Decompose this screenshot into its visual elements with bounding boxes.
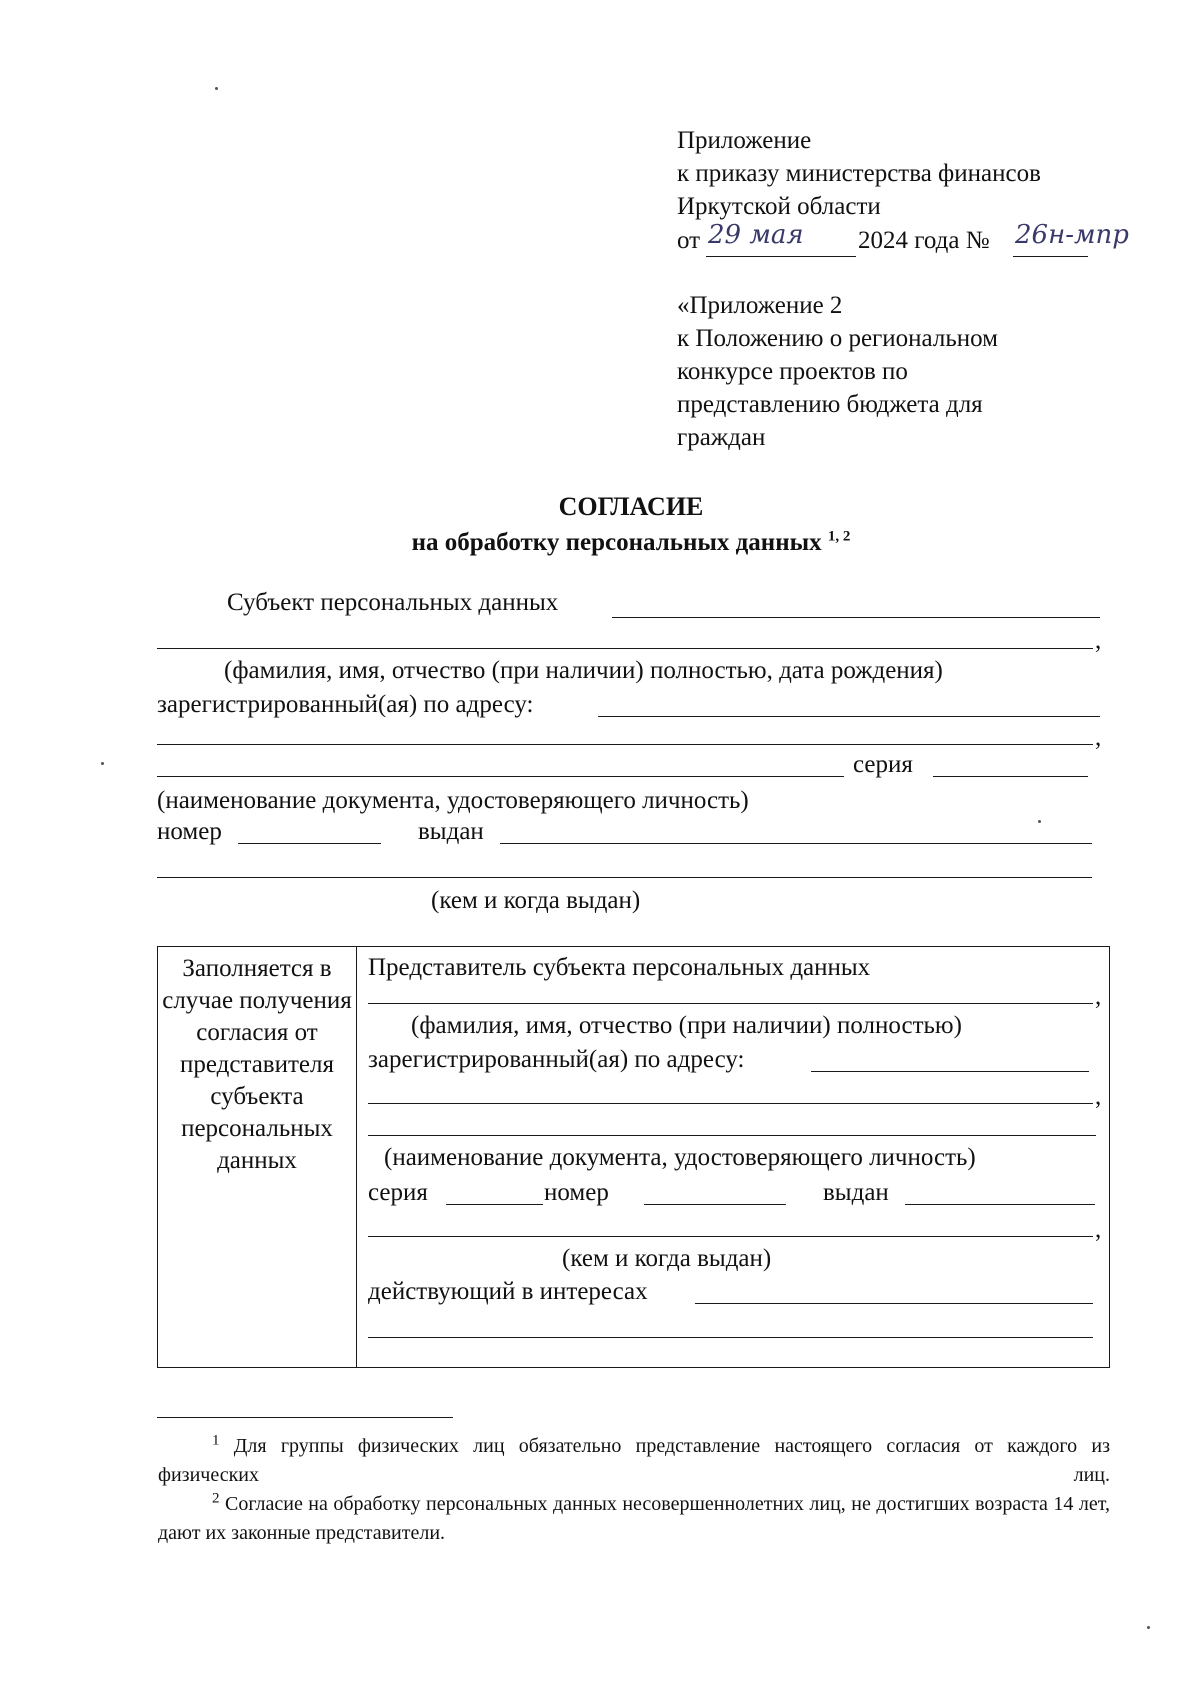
subject-address-field-2[interactable] (157, 744, 1093, 745)
rep-series-label: серия (368, 1179, 428, 1206)
subject-series-label: серия (853, 751, 913, 778)
table-side-note: Заполняется в случае получения согласия от представителя субъекта персональных данных (162, 955, 352, 1174)
rep-address-field[interactable] (811, 1071, 1089, 1072)
subject-label: Субъект персональных данных (227, 589, 559, 616)
title-main: СОГЛАСИЕ (558, 492, 704, 521)
scan-speck (101, 762, 104, 765)
footnote-2 (158, 1490, 1110, 1548)
representative-table (157, 946, 1110, 1368)
appendix2-line5: граждан (677, 424, 766, 451)
subject-series-field[interactable] (933, 776, 1088, 777)
rep-acting-field-2[interactable] (368, 1337, 1093, 1338)
table-divider (356, 947, 357, 1367)
footnote-2-text: Согласие на обработку персональных данных несовершеннолетних лиц, не достигших возраста 14 лет, дают их законные представители. (158, 1493, 1110, 1544)
subject-address-label: зарегистрированный(ая) по адресу: (157, 691, 534, 718)
subject-doc-hint: (наименование документа, удостоверяющего личность) (157, 787, 749, 814)
date-year-label: 2024 года № (858, 227, 990, 254)
rep-doc-hint: (наименование документа, удостоверяющего личность) (384, 1144, 976, 1171)
rep-issued-label: выдан (823, 1179, 889, 1206)
rep-comma-1: , (1095, 983, 1102, 1010)
appendix-order-line: к приказу министерства финансов (677, 160, 1041, 187)
appendix2-line3: конкурсе проектов по (677, 358, 908, 385)
rep-number-label: номер (544, 1179, 609, 1206)
subject-address-field[interactable] (598, 716, 1100, 717)
rep-doc-field[interactable] (368, 1135, 1096, 1136)
rep-fio-hint: (фамилия, имя, отчество (при наличии) полностью) (411, 1012, 962, 1039)
subject-issued-label: выдан (418, 818, 484, 845)
subject-comma-1: , (1095, 627, 1102, 654)
subject-doc-field[interactable] (157, 776, 844, 777)
rep-acting-field[interactable] (695, 1303, 1093, 1304)
order-number-underline (1013, 256, 1088, 257)
rep-number-field[interactable] (644, 1204, 786, 1205)
rep-issued-field-2[interactable] (368, 1236, 1093, 1237)
date-underline (706, 256, 856, 257)
subject-name-field[interactable] (612, 617, 1100, 618)
rep-issued-hint: (кем и когда выдан) (562, 1245, 772, 1272)
scan-speck (1038, 820, 1041, 823)
document-subtitle-row (0, 530, 1200, 555)
order-number-handwritten: 26н-мпр (1015, 220, 1129, 250)
scan-speck (1147, 1626, 1150, 1629)
appendix2-line2: к Положению о региональном (677, 325, 998, 352)
rep-name-field[interactable] (368, 1003, 1093, 1004)
scan-speck (215, 87, 218, 90)
appendix2-line4: представлению бюджета для (677, 391, 983, 418)
subject-issued-hint: (кем и когда выдан) (431, 887, 641, 914)
footnote-separator (157, 1417, 453, 1418)
appendix-title: Приложение (677, 127, 812, 154)
rep-series-field[interactable] (446, 1204, 543, 1205)
rep-comma-2: , (1095, 1083, 1102, 1110)
rep-address-field-2[interactable] (368, 1103, 1093, 1104)
date-handwritten: 29 мая (708, 220, 804, 250)
appendix2-title: «Приложение 2 (677, 292, 843, 319)
footnote-1 (158, 1432, 1110, 1490)
footnote-1-mark: 1 (212, 1432, 220, 1449)
rep-label: Представитель субъекта персональных данных (368, 954, 871, 981)
appendix-region-line: Иркутской области (677, 193, 881, 220)
subject-issued-field-2[interactable] (157, 877, 1092, 878)
footnote-2-mark: 2 (212, 1490, 220, 1507)
rep-issued-field[interactable] (905, 1204, 1095, 1205)
subject-name-field-2[interactable] (157, 648, 1093, 649)
footnote-1-text: Для группы физических лиц обязательно представление настоящего согласия от каждого из физических лиц. (158, 1435, 1110, 1486)
subject-number-label: номер (157, 818, 222, 845)
subject-comma-2: , (1095, 724, 1102, 751)
rep-address-label: зарегистрированный(ая) по адресу: (368, 1046, 745, 1073)
document-title (0, 494, 1200, 520)
subject-issued-field[interactable] (500, 843, 1092, 844)
title-footnote-refs: 1, 2 (827, 528, 851, 545)
date-prefix: от (677, 227, 701, 254)
rep-comma-3: , (1095, 1216, 1102, 1243)
title-subtitle: на обработку персональных данных (411, 529, 822, 556)
rep-acting-label: действующий в интересах (368, 1278, 648, 1305)
subject-number-field[interactable] (238, 843, 381, 844)
subject-fio-hint: (фамилия, имя, отчество (при наличии) полностью, дата рождения) (224, 657, 943, 684)
